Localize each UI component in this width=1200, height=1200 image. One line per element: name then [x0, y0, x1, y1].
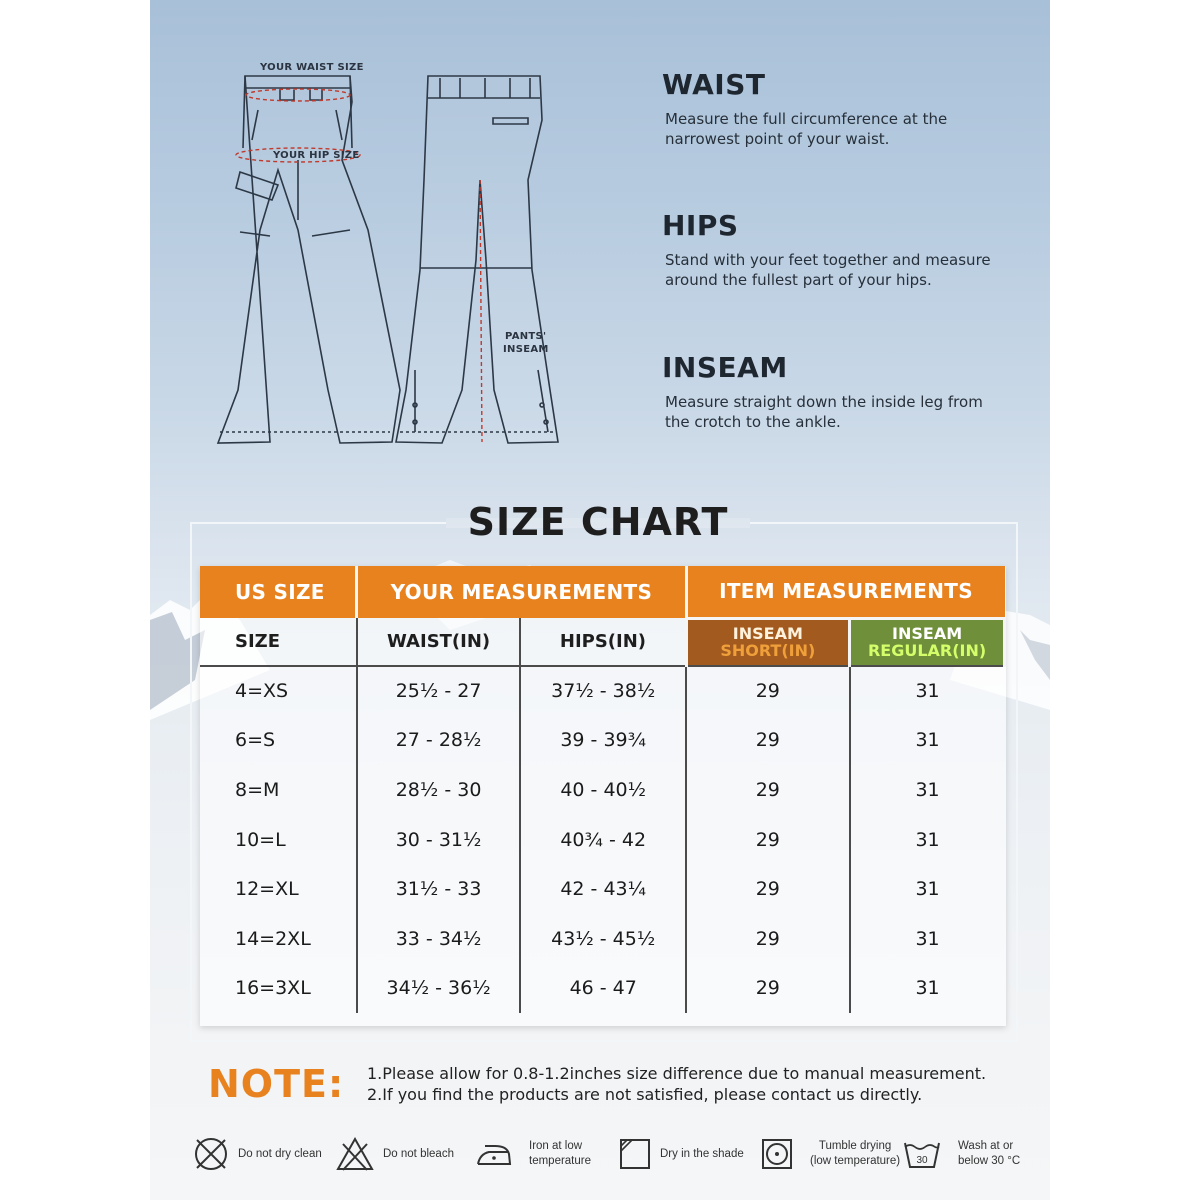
table-row — [200, 914, 1005, 964]
note-divider — [190, 1040, 1018, 1042]
waist-heading: WAIST — [662, 68, 766, 101]
hips-cell: 39 - 39¾ — [520, 716, 686, 766]
table-row — [200, 666, 1005, 716]
inseam-short-cell: 29 — [686, 765, 850, 815]
dry-shade-icon — [618, 1137, 652, 1171]
waist-cell: 28½ - 30 — [357, 765, 521, 815]
note-line-1: 1.Please allow for 0.8-1.2inches size difference due to manual measurement. — [367, 1064, 987, 1083]
inseam-short-line-1: INSEAM — [732, 624, 803, 644]
no-dry-clean-text: Do not dry clean — [238, 1147, 322, 1160]
hip-size-label: YOUR HIP SIZE — [273, 150, 360, 161]
table-row — [200, 716, 1005, 766]
waist-guide — [662, 68, 1042, 149]
inseam-label-line-1: PANTS' — [505, 331, 547, 342]
inseam-regular-column-header — [850, 618, 1005, 666]
hips-guide — [662, 209, 1042, 290]
size-cell: 16=3XL — [235, 977, 311, 1000]
wash-30-badge: 30 — [916, 1155, 928, 1166]
waist-size-label: YOUR WAIST SIZE — [260, 62, 364, 73]
inseam-label-line-2: INSEAM — [503, 344, 549, 355]
size-chart-title: SIZE CHART — [467, 500, 729, 544]
inseam-short-cell: 29 — [686, 964, 850, 1014]
care-item-tumble-dry — [760, 1130, 900, 1178]
size-guide-canvas — [150, 0, 1050, 1200]
note-label: NOTE: — [208, 1062, 345, 1106]
inseam-short-column-header — [686, 618, 850, 666]
item-measurements-header: ITEM MEASUREMENTS — [686, 566, 1005, 618]
hips-cell: 40 - 40½ — [520, 765, 686, 815]
iron-low-line-2: temperature — [529, 1155, 592, 1167]
iron-low-line-1: Iron at low — [529, 1140, 583, 1152]
care-item-no-dry-clean — [192, 1130, 322, 1178]
table-row — [200, 964, 1005, 1014]
inseam-regular-cell: 31 — [850, 815, 1005, 865]
waist-cell: 30 - 31½ — [357, 815, 521, 865]
table-row — [200, 765, 1005, 815]
iron-low-icon — [475, 1138, 513, 1170]
tumble-dry-icon — [760, 1137, 794, 1171]
dry-shade-text: Dry in the shade — [660, 1147, 744, 1160]
group-header-row — [200, 566, 1005, 618]
table-row — [200, 864, 1005, 914]
hips-cell: 42 - 43¼ — [520, 864, 686, 914]
waist-cell: 34½ - 36½ — [357, 964, 521, 1014]
wash-30-text — [950, 1139, 1020, 1169]
hips-description: Stand with your feet together and measure around the fullest part of your hips. — [665, 251, 991, 289]
no-bleach-icon — [335, 1136, 375, 1172]
inseam-regular-cell: 31 — [850, 666, 1005, 716]
wash-30-line-1: Wash at or — [958, 1140, 1014, 1152]
inseam-regular-cell: 31 — [850, 864, 1005, 914]
inseam-short-cell: 29 — [686, 666, 850, 716]
no-dry-clean-icon — [192, 1135, 230, 1173]
tumble-dry-line-2: (low temperature) — [810, 1155, 901, 1167]
hips-cell: 43½ - 45½ — [520, 914, 686, 964]
wash-30-line-2: below 30 °C — [958, 1155, 1021, 1167]
inseam-regular-cell: 31 — [850, 914, 1005, 964]
inseam-regular-cell: 31 — [850, 716, 1005, 766]
inseam-heading: INSEAM — [662, 351, 788, 384]
hips-column-header: HIPS(IN) — [520, 618, 686, 666]
waist-cell: 27 - 28½ — [357, 716, 521, 766]
inseam-regular-line-1: INSEAM — [892, 624, 963, 644]
care-item-iron-low — [475, 1130, 591, 1178]
size-cell: 4=XS — [235, 680, 289, 703]
waist-cell: 31½ - 33 — [357, 864, 521, 914]
inseam-regular-cell: 31 — [850, 964, 1005, 1014]
hips-cell: 46 - 47 — [520, 964, 686, 1014]
table-row — [200, 815, 1005, 865]
hips-cell: 37½ - 38½ — [520, 666, 686, 716]
inseam-regular-cell: 31 — [850, 765, 1005, 815]
tumble-dry-text — [802, 1139, 900, 1169]
pants-diagram — [210, 60, 600, 460]
note-line-2: 2.If you find the products are not satisfied, please contact us directly. — [367, 1085, 923, 1104]
tumble-dry-line-1: Tumble drying — [818, 1140, 892, 1152]
inseam-short-line-2: SHORT(IN) — [720, 641, 816, 661]
hips-heading: HIPS — [662, 209, 739, 242]
care-item-dry-shade — [618, 1130, 744, 1178]
inseam-guide — [662, 351, 1042, 432]
hips-cell: 40¾ - 42 — [520, 815, 686, 865]
inseam-short-cell: 29 — [686, 914, 850, 964]
care-item-no-bleach — [335, 1130, 454, 1178]
inseam-short-cell: 29 — [686, 716, 850, 766]
no-bleach-text: Do not bleach — [383, 1147, 454, 1160]
inseam-regular-line-2: REGULAR(IN) — [867, 641, 987, 661]
size-cell: 14=2XL — [235, 927, 311, 950]
your-measurements-header: YOUR MEASUREMENTS — [357, 566, 686, 618]
size-cell: 8=M — [235, 778, 280, 801]
column-header-row — [200, 618, 1005, 666]
waist-cell: 33 - 34½ — [357, 914, 521, 964]
inseam-description: Measure straight down the inside leg from the crotch to the ankle. — [665, 393, 983, 431]
size-cell: 12=XL — [235, 878, 299, 901]
size-table — [200, 566, 1006, 1013]
inseam-short-cell: 29 — [686, 864, 850, 914]
waist-cell: 25½ - 27 — [357, 666, 521, 716]
care-item-wash-30 — [902, 1130, 1020, 1178]
size-cell: 6=S — [235, 729, 276, 752]
waist-column-header: WAIST(IN) — [357, 618, 521, 666]
inseam-short-cell: 29 — [686, 815, 850, 865]
size-column-header: SIZE — [200, 618, 357, 666]
wash-30-icon — [902, 1137, 942, 1171]
us-size-header: US SIZE — [200, 566, 357, 618]
waist-description: Measure the full circumference at the narrowest point of your waist. — [665, 110, 948, 148]
iron-low-text — [521, 1139, 591, 1169]
size-cell: 10=L — [235, 828, 286, 851]
